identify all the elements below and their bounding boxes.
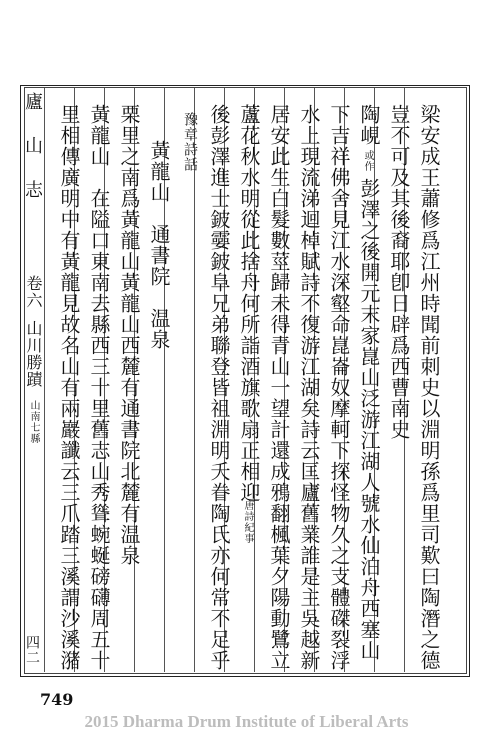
text-column: 蘆花秋水明從此捨舟何所詣酒旗歌扇正相迎	[237, 104, 261, 503]
text-column: 黃龍山 在隘口東南去縣西三十里舊志山秀聳蜿蜒磅礴周五十	[87, 104, 111, 671]
watermark: 2015 Dharma Drum Institute of Liberal Arts	[84, 712, 409, 731]
source-note: 唐詩紀事	[242, 500, 253, 544]
text-column: 彭澤之後開元末家崑山泛游江湖人號水仙泊舟西塞山	[357, 178, 381, 661]
text-column: 里相傳廣明中有黃龍見故名山有兩巖讖云三爪踏三溪謂沙溪潴	[57, 104, 81, 671]
text-column: 下吉祥佛舍見江水深壑命崑崙奴摩軻下探怪物久之支體磔裂浮	[327, 104, 351, 671]
text-column: 栗里之南爲黃龍山黃龍山西麓有通書院北麓有温泉	[117, 104, 141, 566]
text-column: 後彭澤進士鈹孁鈹阜兄弟聯登皆祖淵明夭眷陶氏亦何常不足乎	[207, 104, 231, 671]
page-number: 749	[40, 690, 74, 709]
text-column: 豈不可及其後裔耶卽日辟爲西曹南史	[387, 104, 411, 440]
subsection-label: 山南七縣	[28, 400, 39, 444]
section-label: 山川勝蹟	[24, 320, 43, 388]
book-title: 廬山志	[22, 92, 43, 224]
volume-label: 卷六	[24, 275, 43, 309]
column-divider	[44, 88, 45, 672]
inline-note: 或作	[362, 150, 373, 172]
section-heading: 黃龍山 通書院 温泉	[147, 140, 171, 350]
page-mark: 四二	[24, 635, 40, 665]
source-citation: 豫章詩話	[182, 112, 198, 172]
text-column: 水上現流涕迴棹賦詩不復游江湖矣詩云匡廬舊業誰是主吳越新	[297, 104, 321, 671]
text-column-heading: 陶峴	[357, 104, 381, 146]
column-divider	[194, 88, 195, 672]
text-column: 居安此生白髮數莖歸未得青山一望計還成鴉翻楓葉夕陽動鷺立	[267, 104, 291, 671]
text-column: 梁安成王蕭修爲江州時聞前刺史以淵明孫爲里司歎曰陶潛之德	[417, 104, 441, 671]
